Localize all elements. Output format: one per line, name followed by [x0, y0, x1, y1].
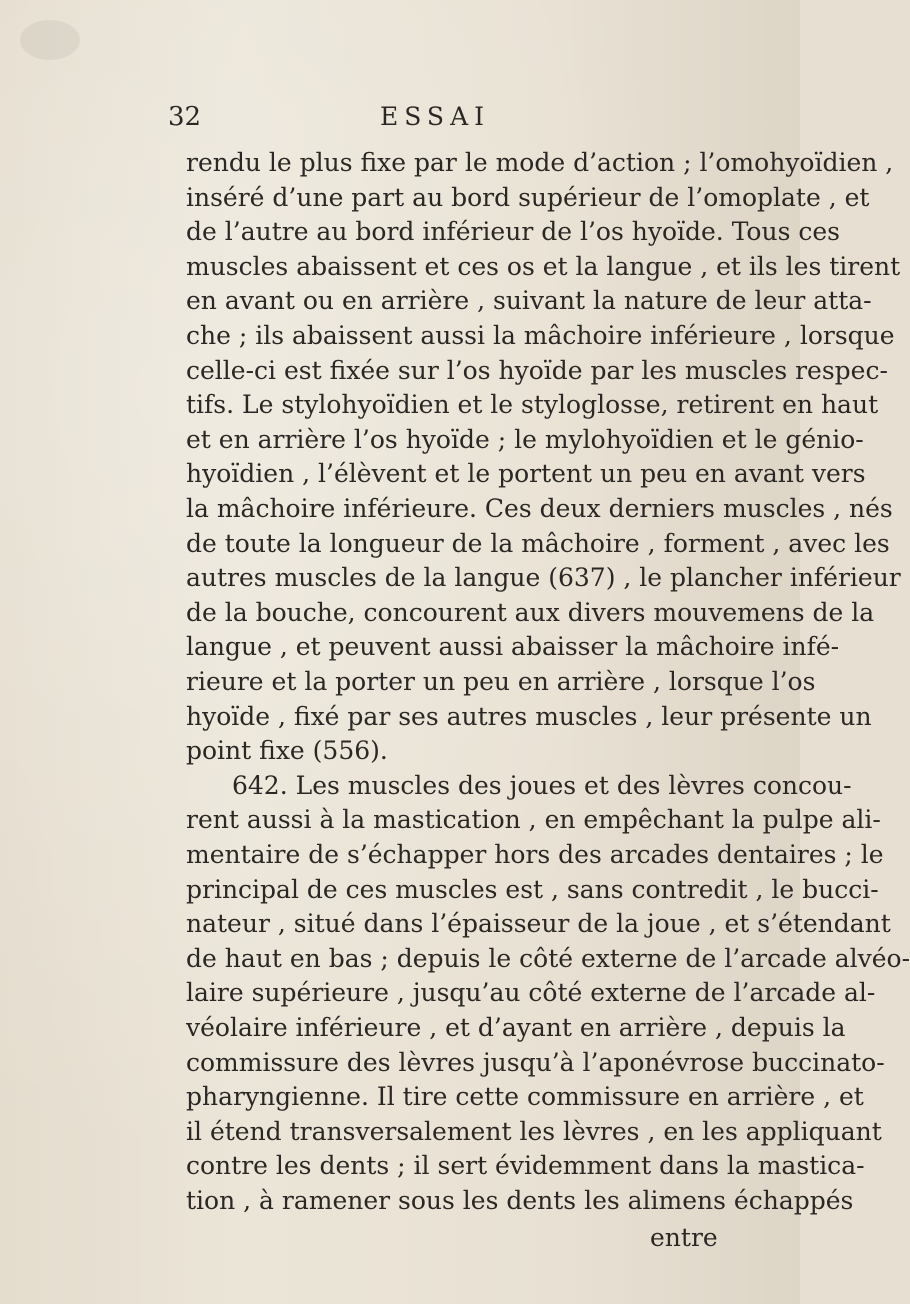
text-line: véolaire inférieure , et d’ayant en arrière , depuis la: [186, 1013, 846, 1042]
text-line: nateur , situé dans l’épaisseur de la joue , et s’étendant: [186, 909, 891, 939]
text-line: de toute la longueur de la mâchoire , forment , avec les: [186, 528, 890, 558]
text-line: celle-ci est fixée sur l’os hyoïde par les muscles respec-: [186, 355, 888, 385]
text-line: mentaire de s’échapper hors des arcades dentaires ; le: [186, 840, 884, 869]
running-head: ESSAI: [380, 102, 490, 131]
text-line: rieure et la porter un peu en arrière , lorsque l’os: [186, 667, 816, 696]
text-line: principal de ces muscles est , sans contredit , le bucci-: [186, 874, 879, 904]
page-stain: [20, 20, 80, 60]
text-line: autres muscles de la langue (637) , le plancher inférieur: [186, 563, 901, 593]
text-line: rent aussi à la mastication , en empêchant la pulpe ali-: [186, 805, 881, 835]
text-line: hyoïdien , l’élèvent et le portent un peu en avant vers: [186, 459, 866, 489]
text-line: hyoïde , fixé par ses autres muscles , leur présente un: [186, 701, 872, 731]
text-line: tifs. Le stylohyoïdien et le styloglosse, retirent en haut: [186, 390, 879, 420]
text-line: de la bouche, concourent aux divers mouvemens de la: [186, 597, 875, 627]
text-line: et en arrière l’os hyoïde ; le mylohyoïdien et le génio-: [186, 424, 864, 454]
page-number: 32: [168, 102, 202, 132]
text-line: la mâchoire inférieure. Ces deux derniers muscles , nés: [186, 494, 893, 523]
text-line: muscles abaissent et ces os et la langue , et ils les tirent: [186, 251, 901, 281]
text-line: langue , et peuvent aussi abaisser la mâchoire infé-: [186, 632, 840, 662]
section-642-first-line: 642. Les muscles des joues et des lèvres concou-: [232, 770, 852, 800]
text-line: de l’autre au bord inférieur de l’os hyoïde. Tous ces: [186, 217, 840, 247]
page-header: [0, 102, 800, 138]
text-line: point fixe (556).: [186, 736, 388, 766]
text-line: laire supérieure , jusqu’au côté externe de l’arcade al-: [186, 978, 876, 1008]
text-line: tion , à ramener sous les dents les alimens échappés: [186, 1186, 854, 1215]
text-line: en avant ou en arrière , suivant la nature de leur atta-: [186, 286, 872, 316]
text-line: pharyngienne. Il tire cette commissure en arrière , et: [186, 1082, 864, 1112]
text-line: rendu le plus fixe par le mode d’action ; l’omohyoïdien ,: [186, 148, 894, 177]
text-line: commissure des lèvres jusqu’à l’aponévrose buccinato-: [186, 1047, 885, 1077]
text-line: contre les dents ; il sert évidemment dans la mastica-: [186, 1151, 865, 1181]
text-line: inséré d’une part au bord supérieur de l’omoplate , et: [186, 182, 870, 212]
catchword: entre: [650, 1222, 718, 1252]
text-line: che ; ils abaissent aussi la mâchoire inférieure , lorsque: [186, 321, 895, 350]
text-line: de haut en bas ; depuis le côté externe de l’arcade alvéo-: [186, 943, 910, 973]
text-line: il étend transversalement les lèvres , en les appliquant: [186, 1116, 882, 1146]
